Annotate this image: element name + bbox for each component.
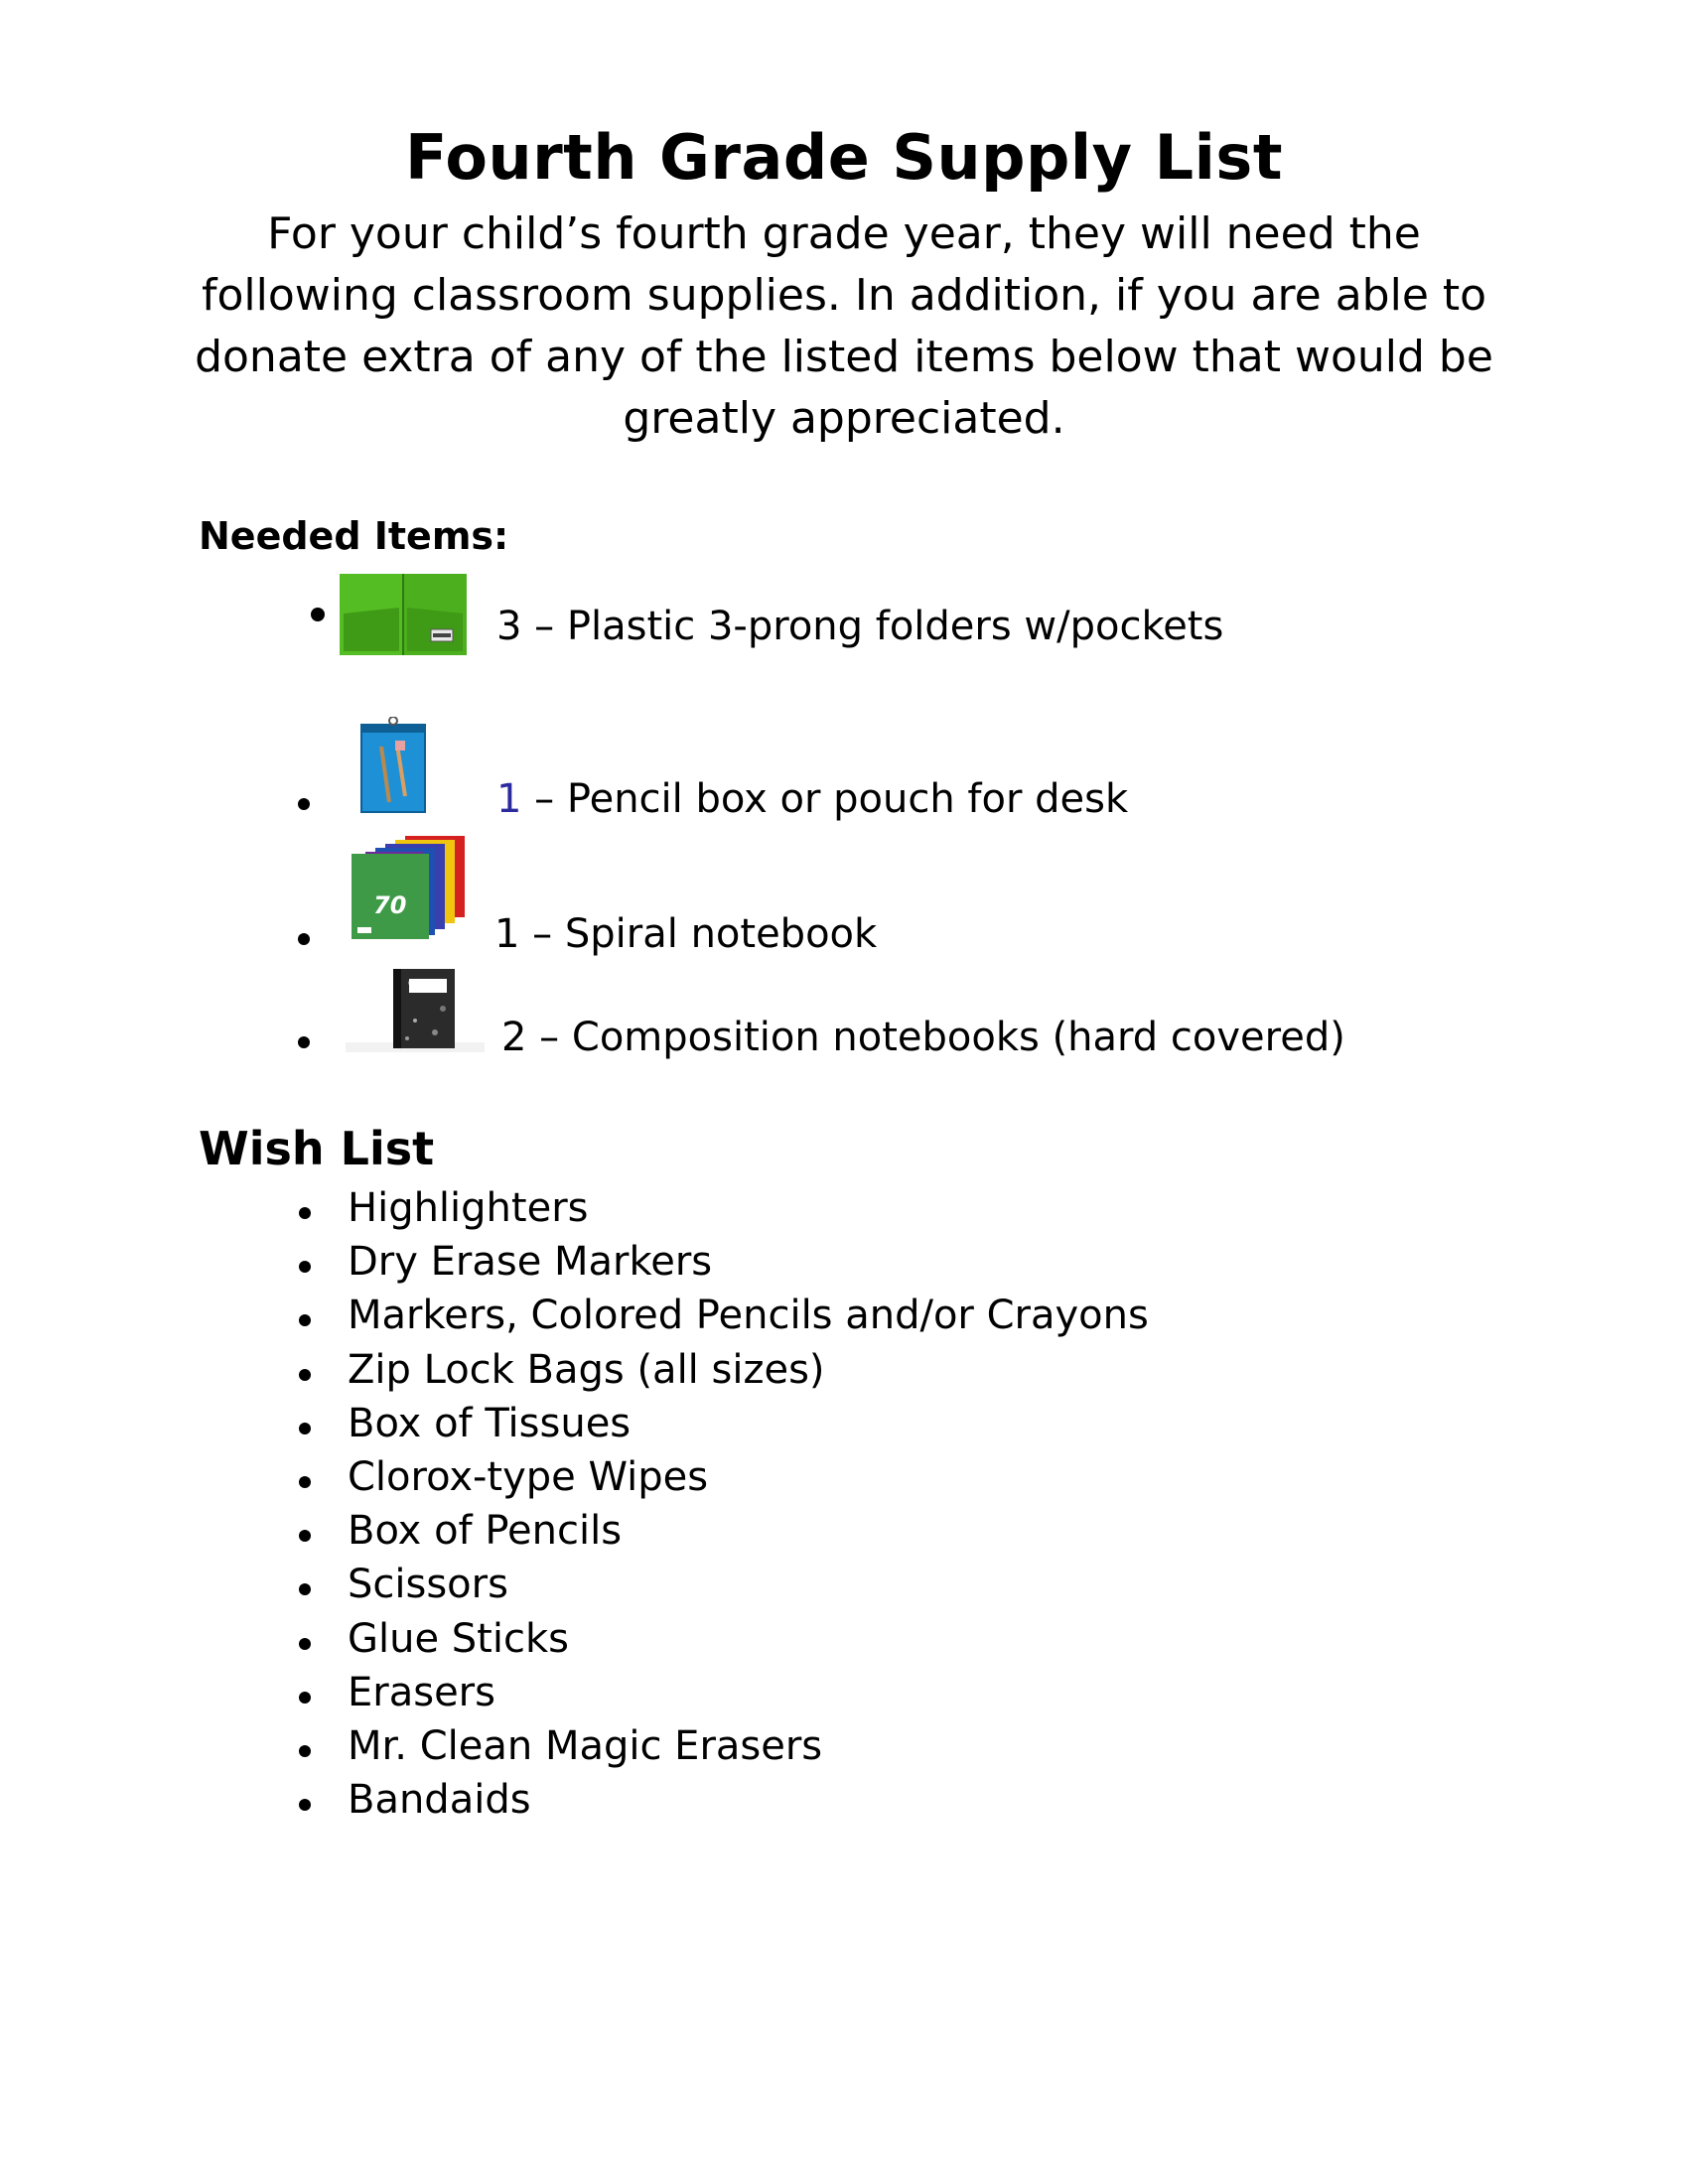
list-item-label: Zip Lock Bags (all sizes) bbox=[348, 1346, 825, 1393]
list-item-label: Erasers bbox=[348, 1669, 495, 1715]
bullet bbox=[311, 608, 325, 621]
bullet bbox=[299, 1369, 311, 1381]
list-item-label: Glue Sticks bbox=[348, 1615, 569, 1662]
needed-item-qty: 1 bbox=[494, 911, 520, 957]
bullet bbox=[299, 1207, 311, 1219]
list-item-label: Box of Tissues bbox=[348, 1400, 632, 1446]
needed-item-qty: 1 bbox=[496, 776, 522, 822]
bullet bbox=[298, 798, 310, 810]
list-item-label: Scissors bbox=[348, 1562, 508, 1608]
needed-item-3 bbox=[494, 911, 877, 957]
needed-items-heading: Needed Items: bbox=[199, 514, 509, 558]
bullet bbox=[299, 1583, 311, 1595]
list-item-label: Clorox-type Wipes bbox=[348, 1453, 709, 1500]
needed-item-2 bbox=[496, 776, 1128, 822]
list-item-label: Highlighters bbox=[348, 1185, 589, 1231]
needed-item-qty: 2 bbox=[501, 1015, 527, 1060]
bullet bbox=[299, 1423, 311, 1434]
list-item-label: Markers, Colored Pencils and/or Crayons bbox=[348, 1293, 1149, 1339]
bullet bbox=[299, 1530, 311, 1542]
list-item-label: Dry Erase Markers bbox=[348, 1239, 713, 1286]
bullet bbox=[298, 1036, 310, 1048]
bullet bbox=[299, 1799, 311, 1811]
list-item-label: Box of Pencils bbox=[348, 1508, 623, 1555]
bullet bbox=[299, 1261, 311, 1273]
composition-notebook-icon bbox=[346, 969, 485, 1054]
needed-item-label: – Spiral notebook bbox=[519, 911, 878, 957]
list-item-label: Mr. Clean Magic Erasers bbox=[348, 1722, 823, 1769]
needed-item-label: – Plastic 3-prong folders w/pockets bbox=[521, 604, 1224, 649]
bullet bbox=[299, 1638, 311, 1650]
bullet bbox=[299, 1745, 311, 1757]
bullet bbox=[298, 933, 310, 945]
spiral-notebook-icon bbox=[350, 834, 469, 941]
green-folder-icon bbox=[340, 574, 467, 655]
needed-item-4 bbox=[501, 1015, 1345, 1060]
svg-text:70: 70 bbox=[373, 891, 407, 919]
wish-list-heading: Wish List bbox=[199, 1122, 435, 1175]
pencil-pouch-icon bbox=[359, 717, 429, 816]
needed-item-label: – Pencil box or pouch for desk bbox=[521, 776, 1129, 822]
list-item-label: Bandaids bbox=[348, 1777, 531, 1824]
bullet bbox=[299, 1692, 311, 1704]
bullet bbox=[299, 1314, 311, 1326]
needed-item-label: – Composition notebooks (hard covered) bbox=[526, 1015, 1345, 1060]
needed-item-qty: 3 bbox=[496, 604, 522, 649]
intro-paragraph: For your child’s fourth grade year, they will need the following classroom supplies. In addition, if you are able to donate extra of any of the listed items below that would be greatly appreciated. bbox=[195, 208, 1493, 444]
bullet bbox=[299, 1476, 311, 1488]
needed-item-1 bbox=[496, 604, 1223, 649]
page-title: Fourth Grade Supply List bbox=[405, 121, 1283, 194]
